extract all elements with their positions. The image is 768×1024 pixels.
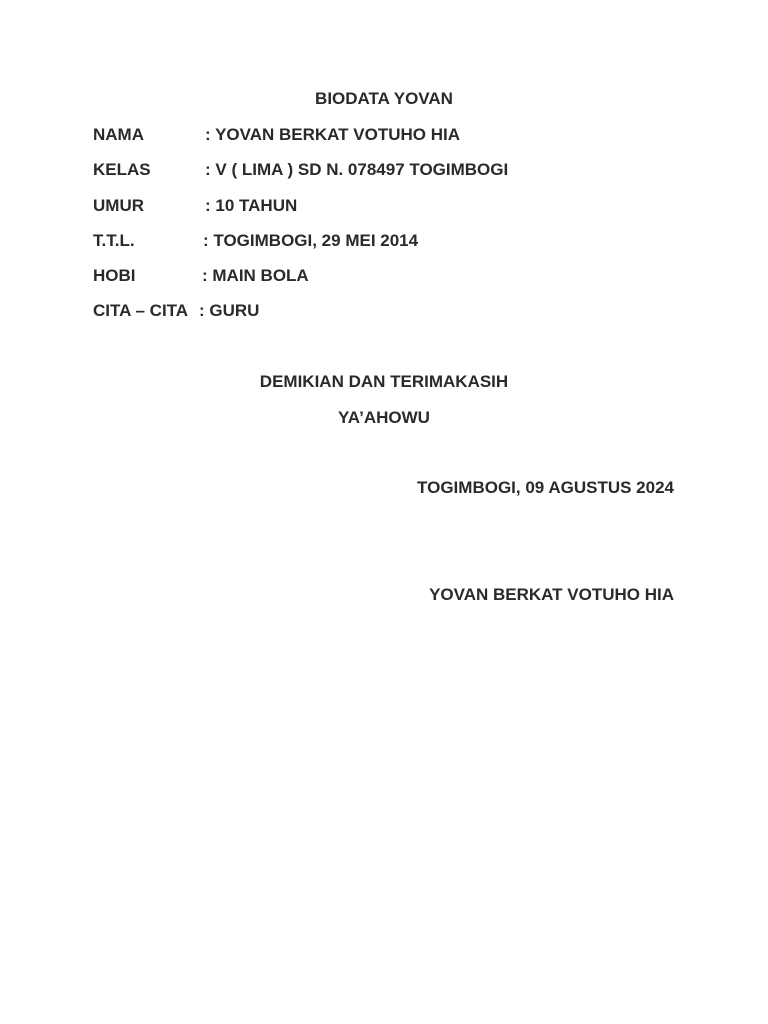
- field-label: NAMA: [93, 125, 144, 144]
- signature-name: YOVAN BERKAT VOTUHO HIA: [429, 585, 674, 604]
- field-label: T.T.L.: [93, 231, 135, 250]
- field-value: : V ( LIMA ) SD N. 078497 TOGIMBOGI: [205, 160, 509, 179]
- field-label: CITA – CITA: [93, 301, 189, 320]
- closing-line-2: YA’AHOWU: [338, 408, 430, 427]
- document-title: BIODATA YOVAN: [315, 89, 453, 108]
- field-value: : YOVAN BERKAT VOTUHO HIA: [205, 125, 461, 144]
- field-value: : 10 TAHUN: [205, 196, 298, 215]
- field-value: : TOGIMBOGI, 29 MEI 2014: [203, 231, 419, 250]
- place-date: TOGIMBOGI, 09 AGUSTUS 2024: [417, 478, 674, 497]
- field-value: : GURU: [199, 301, 260, 320]
- field-label: UMUR: [93, 196, 144, 215]
- field-label: KELAS: [93, 160, 151, 179]
- closing-line-1: DEMIKIAN DAN TERIMAKASIH: [259, 372, 509, 391]
- field-label: HOBI: [93, 266, 136, 285]
- field-value: : MAIN BOLA: [202, 266, 309, 285]
